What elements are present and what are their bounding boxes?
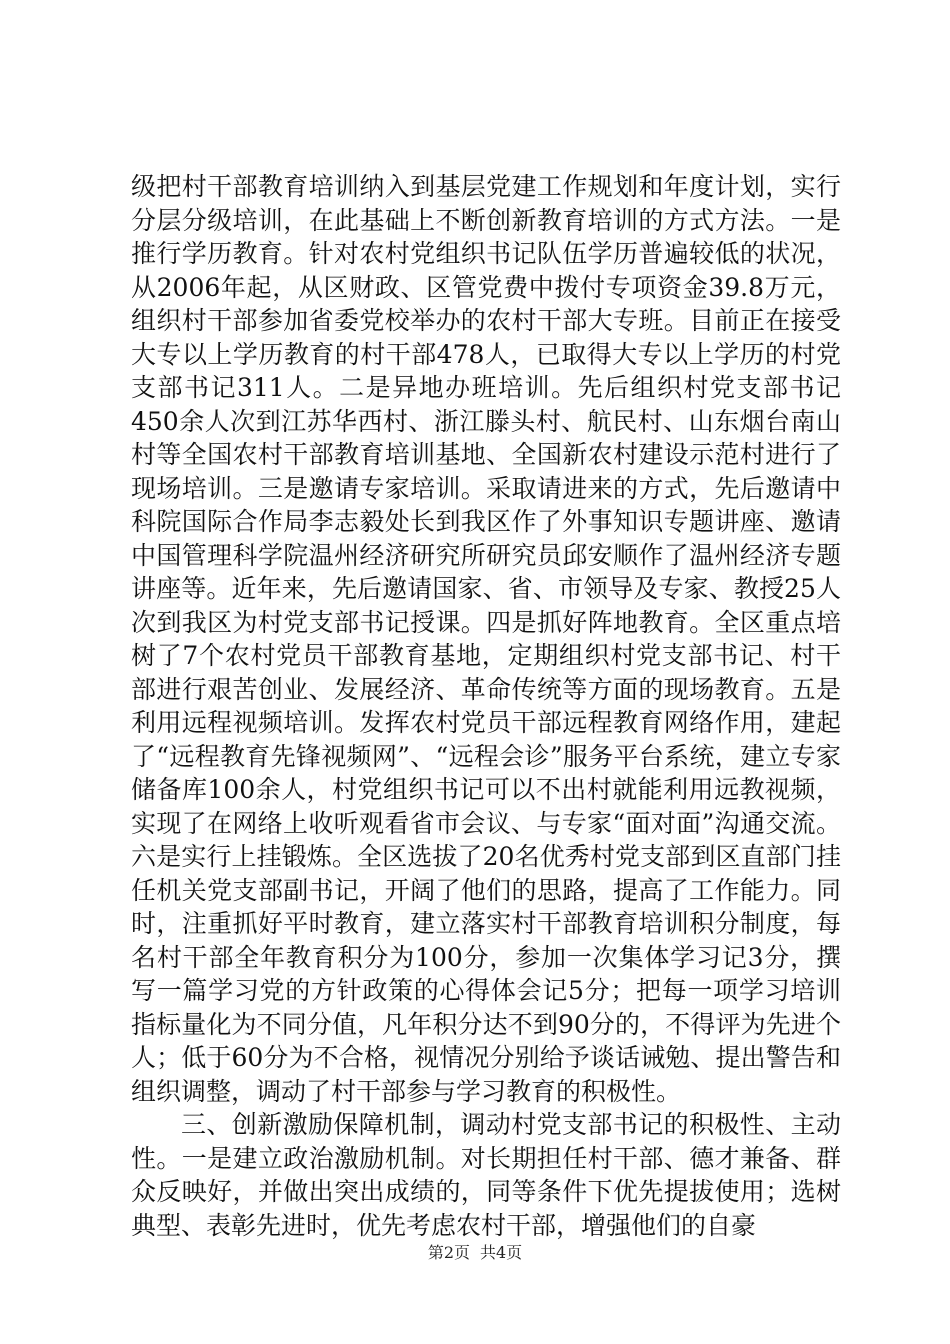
- page-footer: [0, 1243, 950, 1263]
- page-number-total: 共4页: [480, 1243, 523, 1262]
- paragraph-incentive-mechanism: 三、创新激励保障机制，调动村党支部书记的积极性、主动性。一是建立政治激励机制。对长期担任村干部、德才兼备、群众反映好，并做出突出成绩的，同等条件下优先提拔使用；选树典型、表彰先进时，优先考虑农村干部，增强他们的自豪: [131, 1110, 841, 1240]
- page-number-current: 第2页: [427, 1243, 470, 1262]
- body-text: [131, 170, 841, 1242]
- paragraph-training-methods: 级把村干部教育培训纳入到基层党建工作规划和年度计划，实行分层分级培训，在此基础上不断创新教育培训的方式方法。一是推行学历教育。针对农村党组织书记队伍学历普遍较低的状况，从2006年起，从区财政、区管党费中拨付专项资金39.8万元，组织村干部参加省委党校举办的农村干部大专班。目前正在接受大专以上学历教育的村干部478人，已取得大专以上学历的村党支部书记311人。二是异地办班培训。先后组织村党支部书记450余人次到江苏华西村、浙江滕头村、航民村、山东烟台南山村等全国农村干部教育培训基地、全国新农村建设示范村进行了现场培训。三是邀请专家培训。采取请进来的方式，先后邀请中科院国际合作局李志毅处长到我区作了外事知识专题讲座、邀请中国管理科学院温州经济研究所研究员邱安顺作了温州经济专题讲座等。近年来，先后邀请国家、省、市领导及专家、教授25人次到我区为村党支部书记授课。四是抓好阵地教育。全区重点培树了7个农村党员干部教育基地，定期组织村党支部书记、村干部进行艰苦创业、发展经济、革命传统等方面的现场教育。五是利用远程视频培训。发挥农村党员干部远程教育网络作用，建起了“远程教育先锋视频网”、“远程会诊”服务平台系统，建立专家储备库100余人，村党组织书记可以不出村就能利用远教视频，实现了在网络上收听观看省市会议、与专家“面对面”沟通交流。六是实行上挂锻炼。全区选拔了20名优秀村党支部到区直部门挂任机关党支部副书记，开阔了他们的思路，提高了工作能力。同时，注重抓好平时教育，建立落实村干部教育培训积分制度，每名村干部全年教育积分为100分，参加一次集体学习记3分，撰写一篇学习党的方针政策的心得体会记5分；把每一项学习培训指标量化为不同分值，凡年积分达不到90分的，不得评为先进个人；低于60分为不合格，视情况分别给予谈话诫勉、提出警告和组织调整，调动了村干部参与学习教育的积极性。: [131, 172, 841, 1106]
